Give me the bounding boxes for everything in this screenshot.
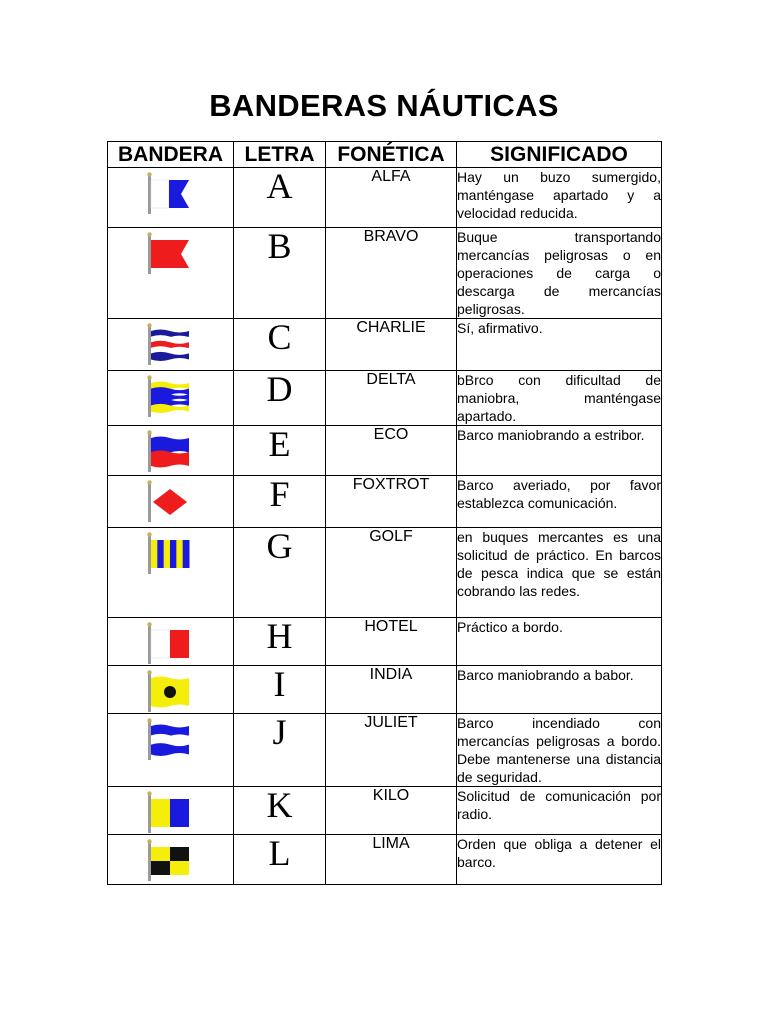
flag-golf-icon [146, 532, 192, 576]
header-meaning: SIGNIFICADO [457, 142, 662, 168]
flags-table [107, 141, 662, 885]
phonetic-cell: ALFA [326, 168, 457, 228]
phonetic-cell: GOLF [326, 528, 457, 618]
letter-cell: G [234, 528, 326, 618]
flag-cell [108, 787, 234, 835]
phonetic-cell: INDIA [326, 666, 457, 714]
table-row [108, 319, 662, 371]
flag-bravo-icon [146, 232, 192, 276]
table-row [108, 476, 662, 528]
table-row [108, 618, 662, 666]
page-title: BANDERAS NÁUTICAS [209, 88, 559, 123]
meaning-cell: Barco maniobrando a babor. [457, 666, 662, 714]
flag-cell [108, 228, 234, 319]
letter-cell: K [234, 787, 326, 835]
phonetic-cell: JULIET [326, 714, 457, 787]
letter-cell: F [234, 476, 326, 528]
meaning-cell: Buque transportando mercancías peligrosas o en operaciones de carga o descarga de mercancías peligrosas. [457, 229, 661, 317]
flag-cell [108, 168, 234, 228]
flag-foxtrot-icon [146, 480, 192, 524]
meaning-cell: Barco averiado, por favor establezca comunicación. [457, 476, 662, 528]
phonetic-cell: BRAVO [326, 228, 457, 319]
letter-cell: A [234, 168, 326, 228]
letter-cell: D [234, 371, 326, 426]
header-phonetic: FONÉTICA [326, 142, 457, 168]
phonetic-cell: ECO [326, 426, 457, 476]
flag-cell [108, 371, 234, 426]
phonetic-cell: HOTEL [326, 618, 457, 666]
flag-lima-icon [146, 839, 192, 883]
meaning-cell: Hay un buzo sumergido, manténgase apartado y a velocidad reducida. [457, 168, 662, 228]
flag-cell [108, 528, 234, 618]
flag-cell [108, 618, 234, 666]
letter-cell: L [234, 835, 326, 885]
flag-cell [108, 476, 234, 528]
table-row [108, 835, 662, 885]
meaning-cell: Práctico a bordo. [457, 618, 662, 666]
flag-eco-icon [146, 430, 192, 474]
table-row [108, 714, 662, 787]
table-row [108, 228, 662, 319]
flag-alfa-icon [146, 172, 192, 216]
phonetic-cell: LIMA [326, 835, 457, 885]
flag-cell [108, 319, 234, 371]
meaning-cell: Barco incendiado con mercancías peligrosas a bordo. Debe mantenerse una distancia de seguridad. [457, 715, 661, 785]
meaning-cell: bBrco con dificultad de maniobra, manténgase apartado. [457, 372, 661, 424]
header-letter: LETRA [234, 142, 326, 168]
flag-hotel-icon [146, 622, 192, 666]
letter-cell: J [234, 714, 326, 787]
flag-cell [108, 835, 234, 885]
table-row [108, 666, 662, 714]
flag-delta-icon [146, 375, 192, 419]
letter-cell: I [234, 666, 326, 714]
flag-cell [108, 426, 234, 476]
phonetic-cell: DELTA [326, 371, 457, 426]
table-row [108, 787, 662, 835]
flag-charlie-icon [146, 323, 192, 367]
letter-cell: H [234, 618, 326, 666]
meaning-cell: Solicitud de comunicación por radio. [457, 787, 662, 835]
header-flag: BANDERA [108, 142, 234, 168]
flag-india-icon [146, 670, 192, 714]
table-row [108, 426, 662, 476]
meaning-cell: Sí, afirmativo. [457, 319, 662, 371]
meaning-cell: Barco maniobrando a estribor. [457, 426, 662, 476]
table-row [108, 371, 662, 426]
phonetic-cell: KILO [326, 787, 457, 835]
letter-cell: C [234, 319, 326, 371]
table-row [108, 528, 662, 618]
flag-cell [108, 666, 234, 714]
flag-kilo-icon [146, 791, 192, 835]
letter-cell: E [234, 426, 326, 476]
flag-cell [108, 714, 234, 787]
letter-cell: B [234, 228, 326, 319]
meaning-cell: Orden que obliga a detener el barco. [457, 835, 662, 885]
phonetic-cell: FOXTROT [326, 476, 457, 528]
table-row [108, 168, 662, 228]
flag-juliet-icon [146, 718, 192, 762]
meaning-cell: en buques mercantes es una solicitud de práctico. En barcos de pesca indica que se están cobrando las redes. [457, 528, 662, 618]
header-row [108, 142, 662, 168]
phonetic-cell: CHARLIE [326, 319, 457, 371]
